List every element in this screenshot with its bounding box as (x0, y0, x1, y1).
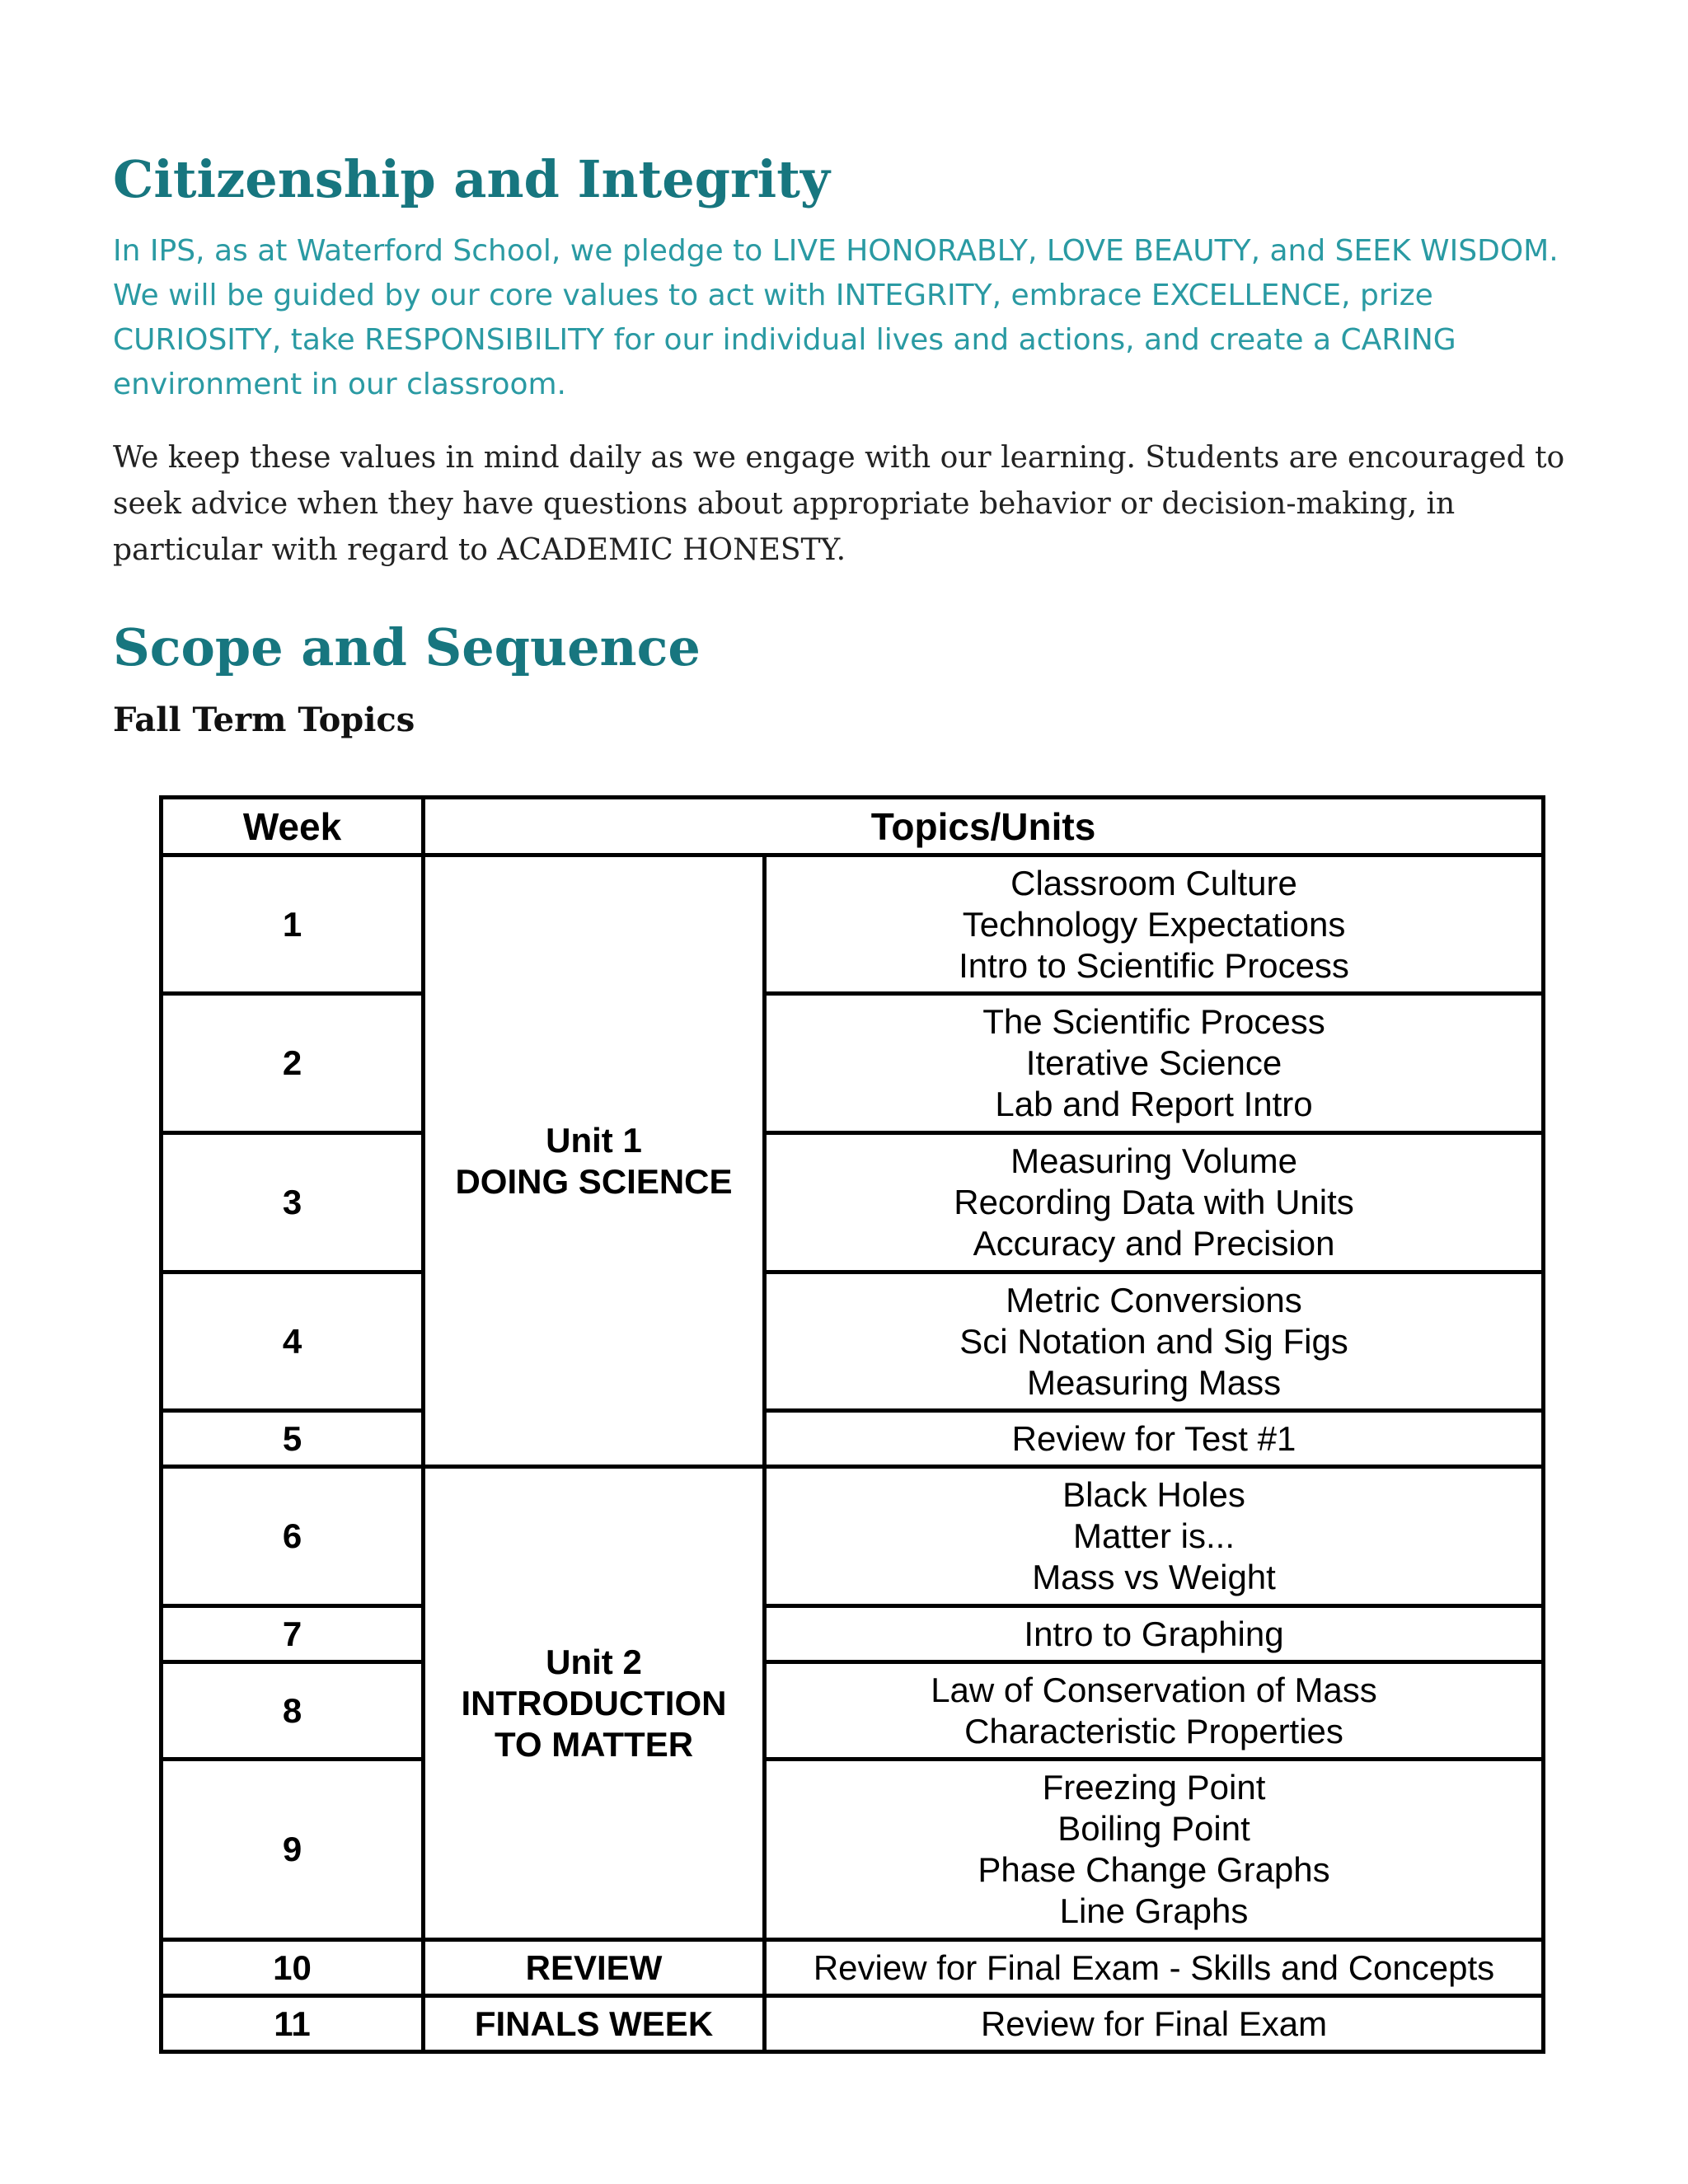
topic-line: Characteristic Properties (964, 1711, 1343, 1750)
topics-cell (765, 1467, 1544, 1606)
week-cell: 11 (162, 1996, 424, 2052)
week-cell: 10 (162, 1940, 424, 1996)
topics-cell (765, 1996, 1544, 2052)
topic-line: Measuring Volume (1010, 1141, 1297, 1180)
week-column-header: Week (162, 798, 424, 855)
week-cell: 8 (162, 1662, 424, 1760)
unit-line: DOING SCIENCE (455, 1161, 733, 1201)
week-cell: 5 (162, 1411, 424, 1467)
topic-line: Review for Final Exam - Skills and Concepts (813, 1947, 1495, 1987)
unit-cell-review: REVIEW (424, 1940, 765, 1996)
schedule-table (159, 795, 1545, 2054)
topics-cell (765, 1940, 1544, 1996)
topics-cell (765, 1760, 1544, 1940)
topic-line: Measuring Mass (1026, 1362, 1282, 1402)
topics-cell (765, 1272, 1544, 1411)
topic-line: Sci Notation and Sig Figs (959, 1321, 1348, 1361)
table-row (162, 855, 1544, 994)
topic-line: Freezing Point (1042, 1768, 1266, 1807)
topic-line: The Scientific Process (982, 1002, 1325, 1041)
unit-cell-unit-2 (424, 1467, 765, 1940)
table-row (162, 1760, 1544, 1940)
topic-line: Intro to Scientific Process (959, 945, 1349, 985)
topics-cell (765, 1606, 1544, 1662)
topic-line: Technology Expectations (962, 904, 1346, 944)
topics-cell (765, 994, 1544, 1133)
table-row (162, 1467, 1544, 1606)
topic-line: Lab and Report Intro (995, 1085, 1313, 1123)
topic-line: Phase Change Graphs (978, 1850, 1330, 1889)
topics-cell (765, 1411, 1544, 1467)
week-cell: 9 (162, 1760, 424, 1940)
week-cell: 7 (162, 1606, 424, 1662)
unit-line: INTRODUCTION (461, 1683, 727, 1722)
topic-line: Boiling Point (1057, 1809, 1250, 1848)
table-row (162, 1411, 1544, 1467)
topic-line: Matter is... (1072, 1516, 1236, 1555)
topics-cell (765, 1133, 1544, 1272)
table-row (162, 1133, 1544, 1272)
table-row (162, 994, 1544, 1133)
topic-line: Black Holes (1062, 1475, 1245, 1514)
topic-line: Metric Conversions (1006, 1280, 1302, 1319)
unit-cell-finals-week: FINALS WEEK (424, 1996, 765, 2052)
topic-line: Recording Data with Units (954, 1183, 1354, 1221)
table-row (162, 1662, 1544, 1760)
week-cell: 3 (162, 1133, 424, 1272)
table-header-row (162, 798, 1544, 855)
topics-cell (765, 855, 1544, 994)
table-row (162, 1940, 1544, 1996)
topic-line: Mass vs Weight (1032, 1558, 1276, 1596)
topic-line: Accuracy and Precision (973, 1224, 1335, 1263)
fall-term-subheading: Fall Term Topics (113, 701, 415, 739)
topic-line: Law of Conservation of Mass (931, 1670, 1377, 1709)
table-row (162, 1272, 1544, 1411)
topics-cell (765, 1662, 1544, 1760)
unit-line: TO MATTER (494, 1724, 694, 1764)
topic-line: Intro to Graphing (1024, 1614, 1284, 1653)
unit-line: Unit 2 (546, 1642, 642, 1681)
unit-cell-unit-1 (424, 855, 765, 1467)
week-cell: 6 (162, 1467, 424, 1606)
week-cell: 2 (162, 994, 424, 1133)
week-cell: 1 (162, 855, 424, 994)
topic-line: Classroom Culture (1010, 863, 1297, 902)
topic-line: Line Graphs (1059, 1891, 1249, 1930)
topic-line: Review for Final Exam (980, 2004, 1328, 2043)
topic-line: Review for Test #1 (1011, 1418, 1296, 1458)
week-cell: 4 (162, 1272, 424, 1411)
table-row (162, 1996, 1544, 2052)
table-row (162, 1606, 1544, 1662)
citizenship-heading: Citizenship and Integrity (113, 149, 830, 209)
pledge-paragraph: In IPS, as at Waterford School, we pledge to LIVE HONORABLY, LOVE BEAUTY, and SEEK WISDOM. We will be guided by our core values to act with INTEGRITY, embrace EXCELLENCE, prize CURIOSITY, take RESPONSIBILITY for our individual lives and actions, and create a CARING environment in our classroom. (113, 234, 1559, 401)
topics-column-header: Topics/Units (424, 798, 1544, 855)
unit-line: Unit 1 (546, 1120, 642, 1160)
topic-line: Iterative Science (1025, 1043, 1282, 1082)
scope-heading: Scope and Sequence (113, 617, 701, 677)
values-paragraph: We keep these values in mind daily as we engage with our learning. Students are encouraged to seek advice when they have questions about appropriate behavior or decision-making, in particular with regard to ACADEMIC HONESTY. (113, 441, 1565, 567)
